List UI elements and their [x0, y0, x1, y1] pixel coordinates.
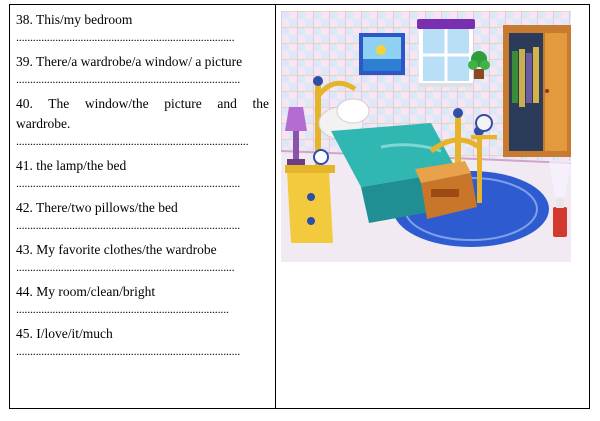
question-38: 38. This/my bedroom — [16, 12, 133, 27]
question-40-line1: 40. The window/the picture and the — [16, 96, 269, 111]
question-42: 42. There/two pillows/the bed — [16, 200, 178, 215]
bedroom-illustration — [281, 11, 571, 262]
question-39: 39. There/a wardrobe/a window/ a picture — [16, 54, 243, 69]
wardrobe — [503, 25, 571, 157]
wall-picture — [359, 33, 405, 75]
answer-line-39[interactable]: ................................................................................ — [16, 72, 241, 86]
answer-line-38[interactable]: .............................................................................. — [16, 30, 235, 44]
question-45: 45. I/love/it/much — [16, 326, 113, 341]
nightstand — [285, 165, 335, 243]
alarm-clock — [314, 150, 328, 164]
exercise-column — [10, 5, 276, 408]
answer-line-42[interactable]: ................................................................................ — [16, 218, 241, 232]
answer-line-40[interactable]: ................................................................................... — [16, 134, 249, 148]
answer-line-45[interactable]: ................................................................................ — [16, 344, 241, 358]
window — [417, 19, 475, 87]
picture-column — [276, 5, 589, 408]
worksheet-table — [9, 4, 590, 409]
question-43: 43. My favorite clothes/the wardrobe — [16, 242, 217, 257]
question-44: 44. My room/clean/bright — [16, 284, 156, 299]
answer-line-41[interactable]: ................................................................................ — [16, 176, 241, 190]
answer-line-43[interactable]: .............................................................................. — [16, 260, 235, 274]
answer-line-44[interactable]: ............................................................................ — [16, 302, 229, 316]
question-40-line2: wardrobe. — [16, 116, 71, 131]
question-41: 41. the lamp/the bed — [16, 158, 127, 173]
